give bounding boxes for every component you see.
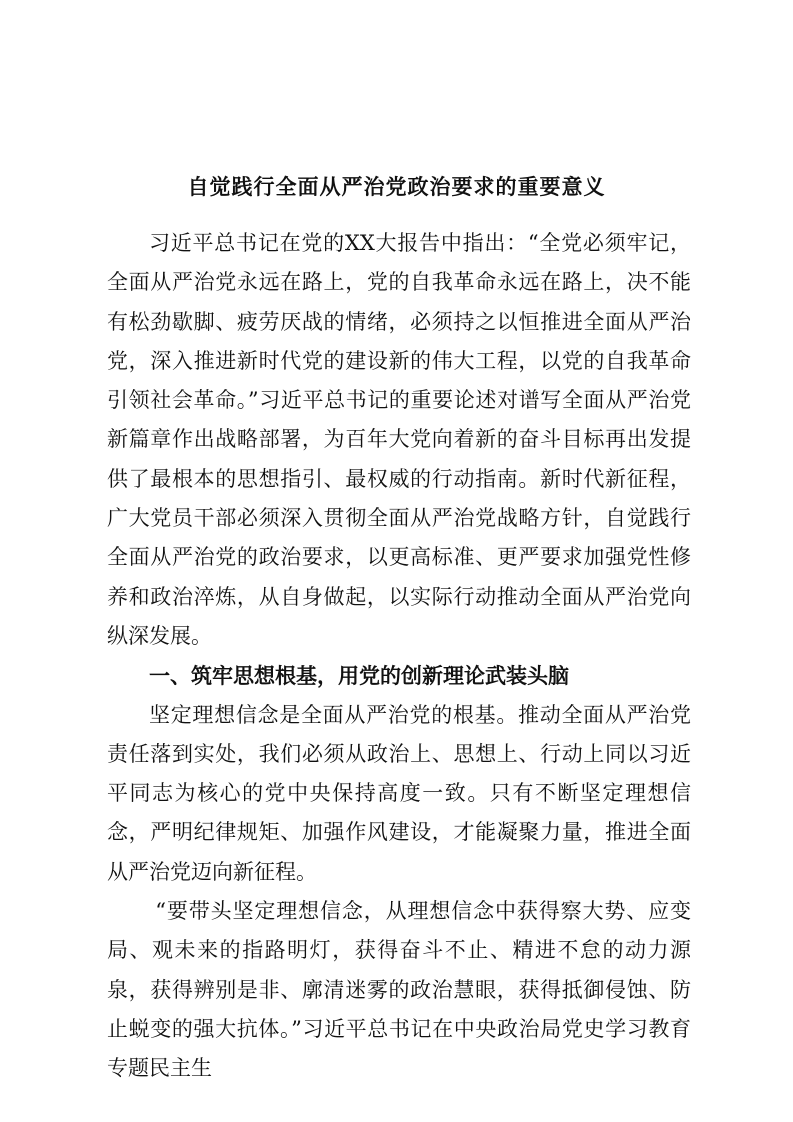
quote-paragraph: “要带头坚定理想信念，从理想信念中获得察大势、应变局、观未来的指路明灯，获得奋斗不止、精进不怠的动力源泉，获得辨别是非、廓清迷雾的政治慧眼，获得抵御侵蚀、防止蜕变的强大抗体。”习近平总书记在中央政治局党史学习教育专题民主生 bbox=[107, 899, 691, 1081]
document-body bbox=[107, 224, 691, 1089]
section-heading: 一、筑牢思想根基，用党的创新理论武装头脑 bbox=[149, 663, 569, 689]
document-title: 自觉践行全面从严治党政治要求的重要意义 bbox=[187, 174, 606, 199]
intro-paragraph: 习近平总书记在党的XX大报告中指出：“全党必须牢记，全面从严治党永远在路上，党的自我革命永远在路上，决不能有松劲歇脚、疲劳厌战的情绪，必须持之以恒推进全面从严治党，深入推进新时代党的建设新的伟大工程，以党的自我革命引领社会革命。”习近平总书记的重要论述对谱写全面从严治党新篇章作出战略部署，为百年大党向着新的奋斗目标再出发提供了最根本的思想指引、最权威的行动指南。新时代新征程，广大党员干部必须深入贯彻全面从严治党战略方针，自觉践行全面从严治党的政治要求，以更高标准、更严要求加强党性修养和政治淬炼，从自身做起，以实际行动推动全面从严治党向纵深发展。 bbox=[107, 231, 691, 648]
body-paragraph: 坚定理想信念是全面从严治党的根基。推动全面从严治党责任落到实处，我们必须从政治上、思想上、行动上同以习近平同志为核心的党中央保持高度一致。只有不断坚定理想信念，严明纪律规矩、加强作风建设，才能凝聚力量，推进全面从严治党迈向新征程。 bbox=[107, 702, 691, 884]
